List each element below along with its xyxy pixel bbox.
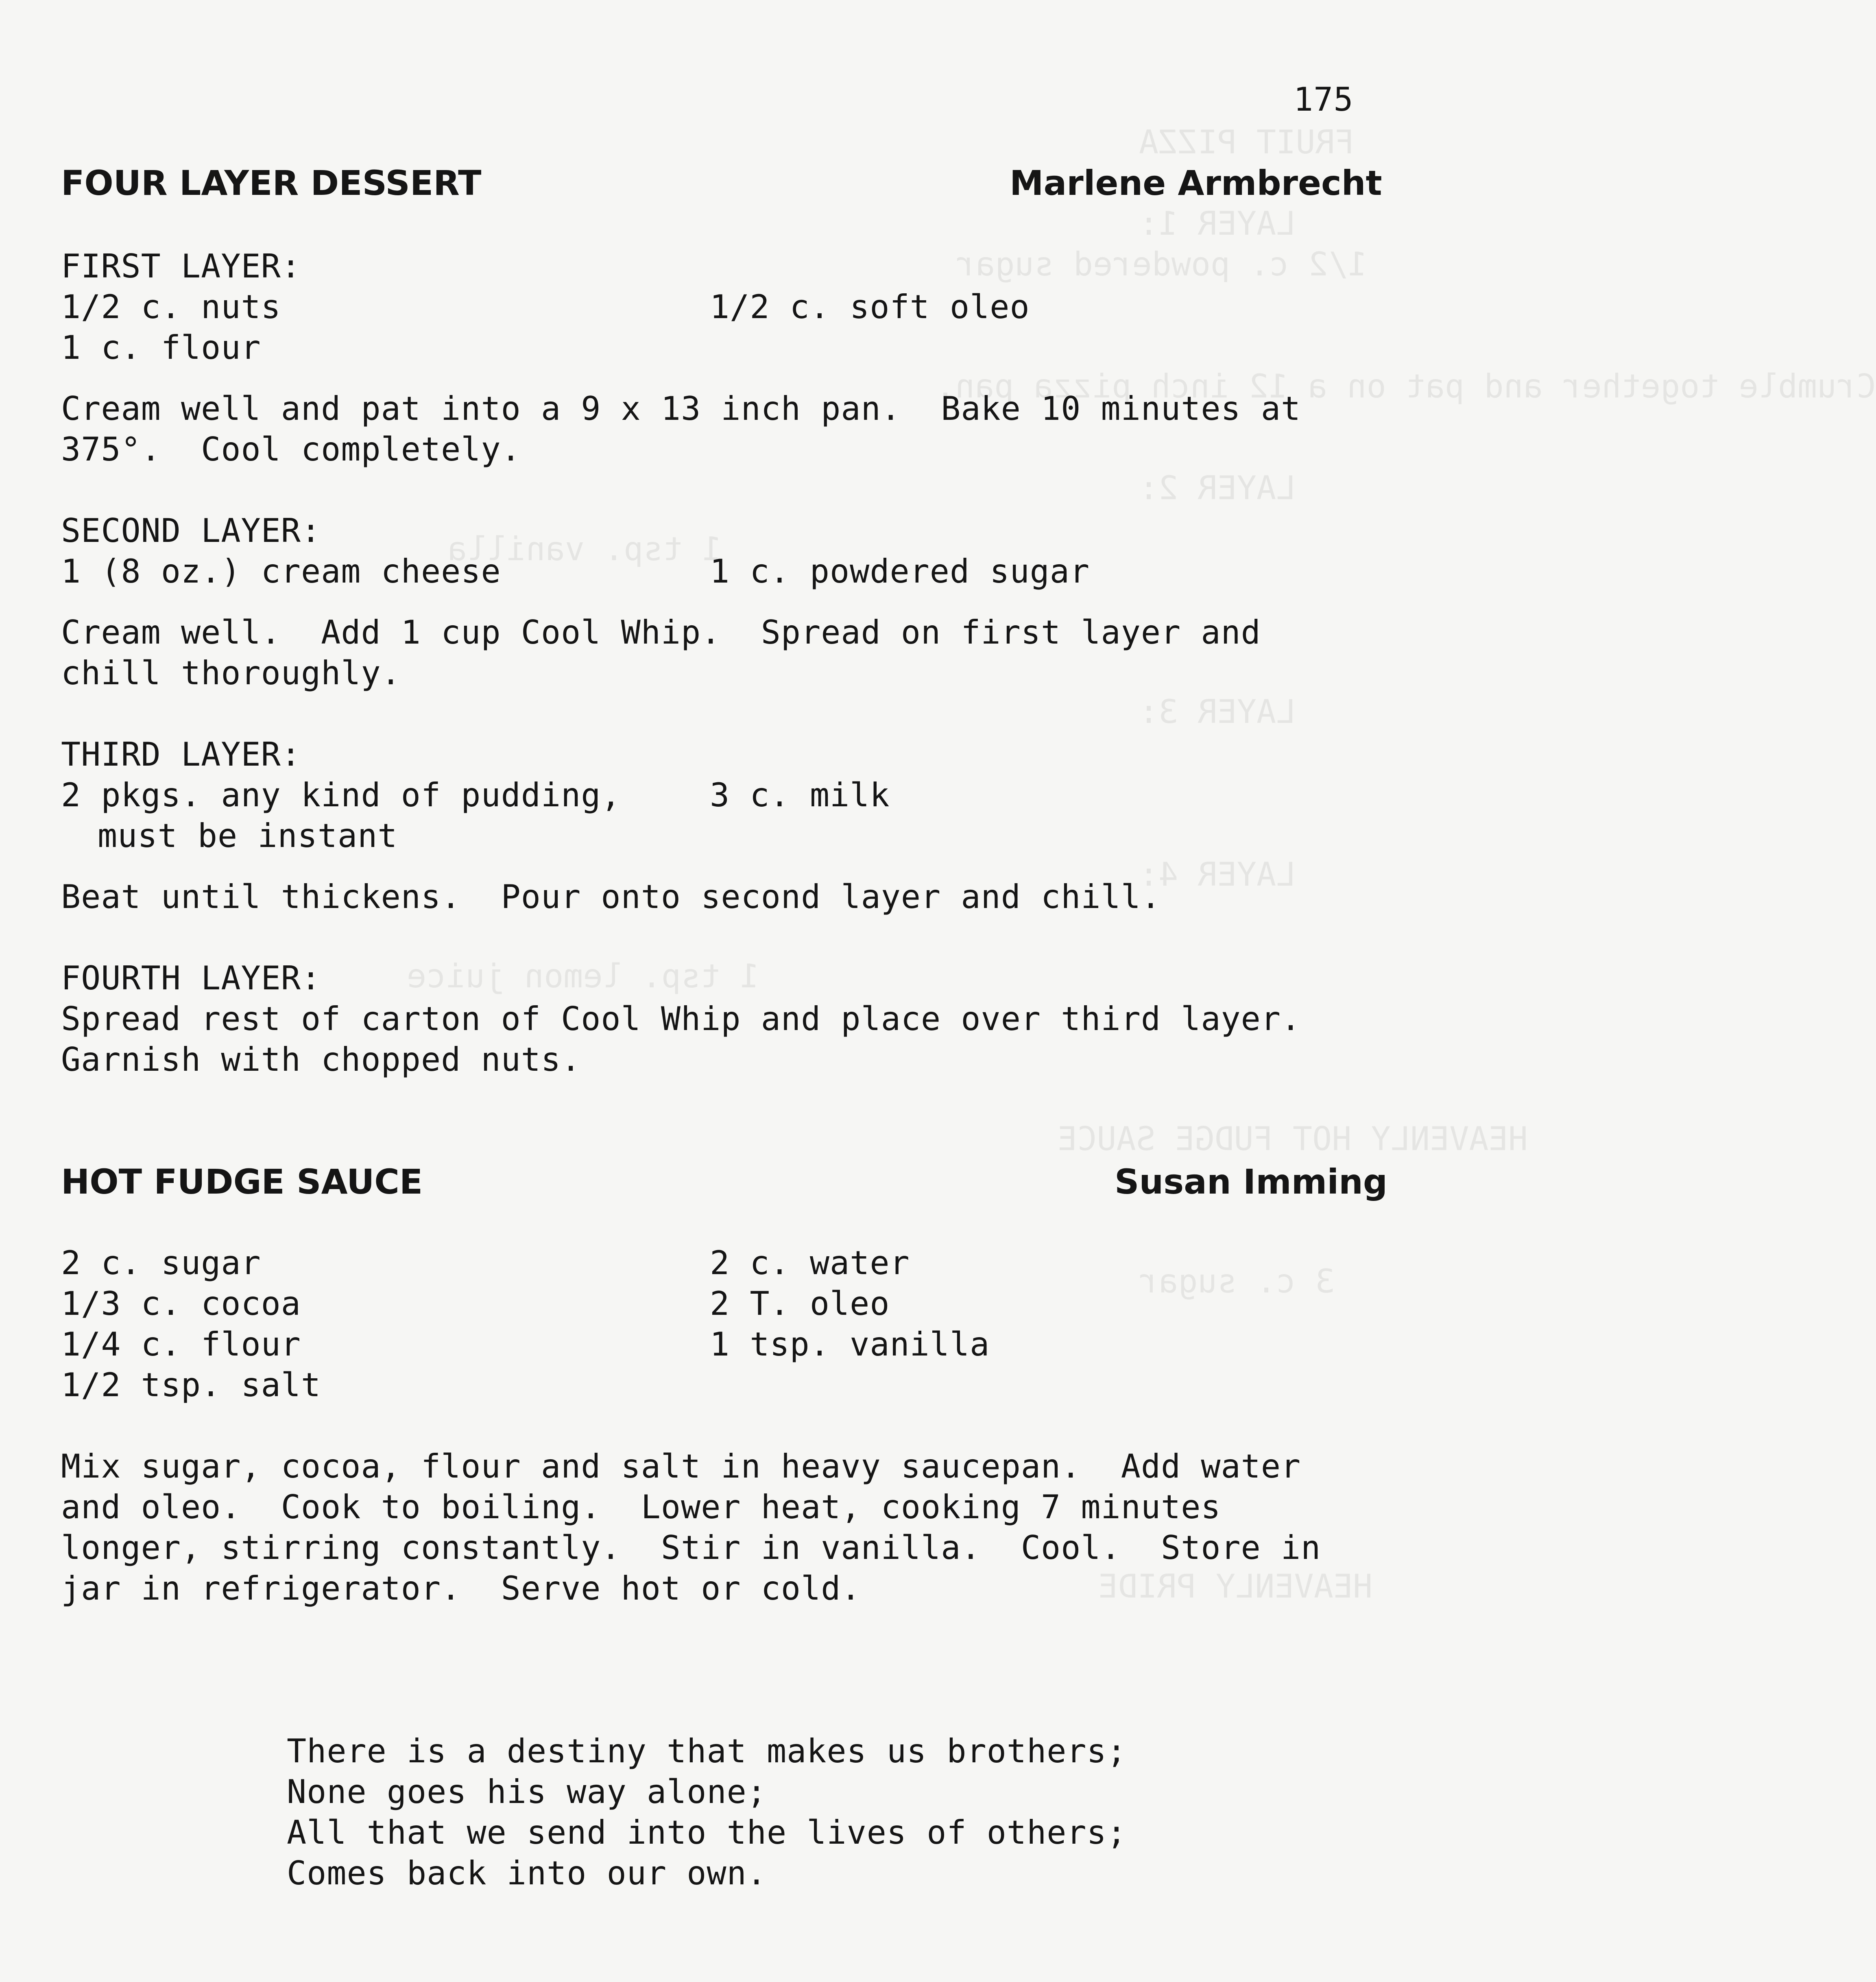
- ingredient: 1/2 c. nuts: [61, 288, 281, 326]
- ingredient: 2 c. sugar: [61, 1244, 261, 1282]
- instructions-line: Mix sugar, cocoa, flour and salt in heavy saucepan. Add water: [61, 1447, 1301, 1485]
- ingredient: 1 c. flour: [61, 329, 261, 367]
- ingredient: 1/2 c. soft oleo: [710, 288, 1030, 326]
- recipe-author: Marlene Armbrecht: [1010, 163, 1382, 203]
- section-heading: FIRST LAYER:: [61, 247, 301, 285]
- section-heading: FOURTH LAYER:: [61, 959, 321, 997]
- ingredient: 3 c. milk: [710, 776, 890, 814]
- ingredient: 2 c. water: [710, 1244, 910, 1282]
- recipe-title: FOUR LAYER DESSERT: [61, 163, 482, 203]
- ingredient-continuation: must be instant: [98, 817, 398, 855]
- ingredient: 1 tsp. vanilla: [710, 1325, 990, 1363]
- instructions-line: 375°. Cool completely.: [61, 430, 521, 468]
- section-heading: THIRD LAYER:: [61, 736, 301, 773]
- recipe-author: Susan Imming: [1115, 1162, 1388, 1202]
- section-heading: SECOND LAYER:: [61, 512, 321, 550]
- instructions-line: jar in refrigerator. Serve hot or cold.: [61, 1569, 861, 1607]
- poem-line: Comes back into our own.: [287, 1854, 767, 1892]
- ingredient: 1/4 c. flour: [61, 1325, 301, 1363]
- recipe-title: HOT FUDGE SAUCE: [61, 1162, 423, 1202]
- poem-line: All that we send into the lives of others;: [287, 1814, 1127, 1851]
- poem-line: None goes his way alone;: [287, 1773, 767, 1811]
- ingredient: 2 T. oleo: [710, 1285, 890, 1323]
- instructions-line: longer, stirring constantly. Stir in vanilla. Cool. Store in: [61, 1529, 1321, 1567]
- ingredient: 1/3 c. cocoa: [61, 1285, 301, 1323]
- instructions-line: Garnish with chopped nuts.: [61, 1041, 581, 1078]
- instructions-line: Spread rest of carton of Cool Whip and place over third layer.: [61, 1000, 1301, 1038]
- instructions-line: Cream well and pat into a 9 x 13 inch pan. Bake 10 minutes at: [61, 390, 1301, 428]
- ingredient: 1/2 tsp. salt: [61, 1366, 321, 1404]
- ingredient: 2 pkgs. any kind of pudding,: [61, 776, 621, 814]
- poem-line: There is a destiny that makes us brothers;: [287, 1732, 1127, 1770]
- instructions-line: Cream well. Add 1 cup Cool Whip. Spread on first layer and: [61, 613, 1261, 651]
- instructions-line: and oleo. Cook to boiling. Lower heat, cooking 7 minutes: [61, 1488, 1221, 1526]
- instructions-line: Beat until thickens. Pour onto second layer and chill.: [61, 878, 1161, 916]
- page-number: 175: [1294, 81, 1354, 118]
- instructions-line: chill thoroughly.: [61, 654, 401, 692]
- ingredient: 1 c. powdered sugar: [710, 552, 1090, 590]
- cookbook-page: FRUIT PIZZA LAYER 1: 1/2 c. powdered sugar Crumble together and pat on a 12 inch pizza pan. LAYER 2: 1 tsp. vanilla LAYER 3: LAYER 4: 1 tsp. lemon juice HEAVENLY HOT FUDGE SAUCE 3 c. sugar HEAVENLY PRIDE 175 FOUR LAYER DESSERT Marlene Armbrecht FIRST LAYER: 1/2 c. nuts 1/2 c. soft oleo 1 c. flour Cream well and pat into a 9 x 13 inch pan. Bake 10 minutes at 375°. Cool completely. SECOND LAYER: 1 (8 oz.) cream cheese 1 c. powdered sugar Cream well. Add 1 cup Cool Whip. Spread on first layer and chill thoroughly. THIRD LAYER: 2 pkgs. any kind of pudding, 3 c. milk must be instant Beat until thickens. Pour onto second layer and chill. FOURTH LAYER: Spread rest of carton of Cool Whip and place over third layer. Garnish with chopped nuts. HOT FUDGE SAUCE Susan Imming 2 c. sugar 1/3 c. cocoa 1/4 c. flour 1/2 tsp. salt 2 c. water 2 T. oleo 1 tsp. vanilla Mix sugar, cocoa, flour and salt in heavy saucepan. Add water and oleo. Cook to boiling. Lower heat, cooking 7 minutes longer, stirring constantly. Stir in vanilla. Cool. Store in jar in refrigerator. Serve hot or cold. There is a destiny that makes us brothers; None goes his way alone; All that we send into the lives of others; Comes back into our own.: [0, 0, 1544, 1982]
- ingredient: 1 (8 oz.) cream cheese: [61, 552, 501, 590]
